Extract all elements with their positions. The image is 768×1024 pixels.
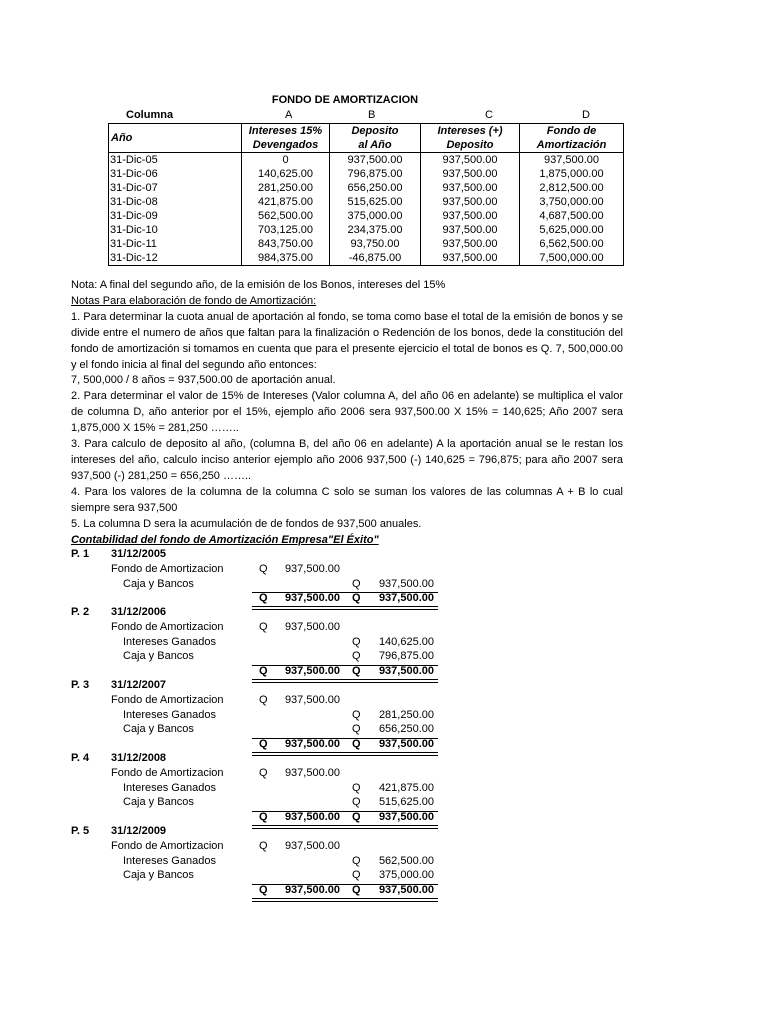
- table-row: 31-Dic-11 843,750.00 93,750.00 937,500.00 6,562,500.00: [109, 237, 624, 251]
- column-letters-row: [108, 109, 624, 123]
- debit-amount: 937,500.00: [284, 694, 340, 706]
- credit-account: Intereses Ganados: [123, 781, 216, 794]
- table-row: 31-Dic-05 0 937,500.00 937,500.00 937,500.00: [109, 153, 624, 168]
- credit-account: Caja y Bancos: [123, 796, 194, 808]
- table-row: 31-Dic-12 984,375.00 -46,875.00 937,500.00 7,500,000.00: [109, 251, 624, 266]
- entry-total: Q 937,500.00 Q 937,500.00: [71, 592, 451, 606]
- credit-account: Caja y Bancos: [123, 577, 194, 590]
- credit-account: Caja y Bancos: [123, 723, 194, 735]
- journal-entry: P. 2 31/12/2006 Fondo de Amortizacion Q 937,500.00 Intereses Ganados Q 140,625.00 Caja y Bancos Q 796,875.00 Q 937,500.00 Q 937,500.00: [71, 606, 451, 679]
- table-row: 31-Dic-10 703,125.00 234,375.00 937,500.00 5,625,000.00: [109, 223, 624, 237]
- header-c: Intereses (+) Deposito: [421, 124, 520, 153]
- credit-amount: 796,875.00: [378, 650, 434, 662]
- table-row: 31-Dic-06 140,625.00 796,875.00 937,500.00 1,875,000.00: [109, 167, 624, 181]
- journal-entry: P. 3 31/12/2007 Fondo de Amortizacion Q 937,500.00 Intereses Ganados Q 281,250.00 Caja y Bancos Q 656,250.00 Q 937,500.00 Q 937,500.00: [71, 679, 451, 752]
- entry-total: Q 937,500.00 Q 937,500.00: [71, 738, 451, 752]
- entry-total: Q 937,500.00 Q 937,500.00: [71, 884, 451, 898]
- debit-account: Fondo de Amortizacion: [111, 840, 224, 852]
- note-item: 1. Para determinar la cuota anual de aportación al fondo, se toma como base el total de la emisión de bonos y se divide entre el numero de años que faltan para la finalización o Redención de los bonos, dede la constitución del fondo de amortización si tomamos en cuenta que para el presente ejercicio el total de bonos es Q. 7, 500,000.00 y el fondo inicia al final del segundo año entonces:: [71, 310, 623, 371]
- column-label: Columna: [126, 109, 174, 121]
- debit-amount: 937,500.00: [284, 767, 340, 779]
- note-item: 7, 500,000 / 8 años = 937,500.00 de aportación anual.: [71, 374, 336, 387]
- header-year: Año: [109, 124, 242, 153]
- credit-amount: 562,500.00: [378, 854, 434, 867]
- entry-number: P. 2: [71, 606, 90, 618]
- notes-heading: Notas Para elaboración de fondo de Amortización:: [71, 294, 317, 307]
- debit-account: Fondo de Amortizacion: [111, 767, 224, 779]
- entry-date: 31/12/2009: [111, 825, 167, 837]
- credit-amount: 281,250.00: [378, 708, 434, 721]
- credit-account: Intereses Ganados: [123, 635, 216, 648]
- column-letter-c: C: [485, 109, 493, 121]
- entry-number: P. 1: [71, 548, 90, 560]
- entry-number: P. 5: [71, 825, 90, 837]
- column-letter-d: D: [582, 109, 590, 121]
- entry-total: Q 937,500.00 Q 937,500.00: [71, 811, 451, 825]
- credit-amount: 140,625.00: [378, 635, 434, 648]
- journal-entry: P. 5 31/12/2009 Fondo de Amortizacion Q 937,500.00 Intereses Ganados Q 562,500.00 Caja y Bancos Q 375,000.00 Q 937,500.00 Q 937,500.00: [71, 825, 451, 898]
- debit-amount: 937,500.00: [284, 840, 340, 852]
- column-letter-a: A: [285, 109, 293, 121]
- journal-entry: P. 4 31/12/2008 Fondo de Amortizacion Q 937,500.00 Intereses Ganados Q 421,875.00 Caja y Bancos Q 515,625.00 Q 937,500.00 Q 937,500.00: [71, 752, 451, 825]
- credit-amount: 937,500.00: [378, 577, 434, 590]
- note-item: 4. Para los valores de la columna de la columna C solo se suman los valores de las columnas A + B lo cual siempre sera 937,500: [71, 485, 623, 514]
- debit-account: Fondo de Amortizacion: [111, 694, 224, 706]
- debit-account: Fondo de Amortizacion: [111, 563, 224, 575]
- entry-date: 31/12/2006: [111, 606, 167, 618]
- header-b: Deposito al Año: [330, 124, 421, 153]
- amortization-table: [108, 123, 624, 266]
- note-item: 2. Para determinar el valor de 15% de Intereses (Valor columna A, del año 06 en adelante) se multiplica el valor de columna D, año anterior por el 15%, ejemplo año 2006 sera 937,500.00 X 15% = 140,625; Año 2007 sera 1,875,000 X 15% = 281,250 ……..: [71, 390, 623, 435]
- credit-account: Caja y Bancos: [123, 650, 194, 662]
- entry-date: 31/12/2007: [111, 679, 167, 691]
- entry-total: Q 937,500.00 Q 937,500.00: [71, 665, 451, 679]
- entry-number: P. 4: [71, 752, 90, 764]
- column-letter-b: B: [368, 109, 376, 121]
- entry-date: 31/12/2008: [111, 752, 167, 764]
- credit-account: Caja y Bancos: [123, 869, 194, 881]
- credit-amount: 515,625.00: [378, 796, 434, 808]
- credit-amount: 375,000.00: [378, 869, 434, 881]
- note-item: 5. La columna D sera la acumulación de de fondos de 937,500 anuales.: [71, 517, 422, 530]
- table-row: 31-Dic-07 281,250.00 656,250.00 937,500.00 2,812,500.00: [109, 181, 624, 195]
- nota-line: Nota: A final del segundo año, de la emisión de los Bonos, intereses del 15%: [71, 279, 446, 291]
- entry-number: P. 3: [71, 679, 90, 691]
- debit-amount: 937,500.00: [284, 563, 340, 575]
- credit-amount: 656,250.00: [378, 723, 434, 735]
- header-d: Fondo de Amortización: [520, 124, 624, 153]
- document-title: FONDO DE AMORTIZACION: [271, 94, 419, 106]
- credit-amount: 421,875.00: [378, 781, 434, 794]
- credit-account: Intereses Ganados: [123, 708, 216, 721]
- table-header-row: [109, 124, 624, 153]
- accounting-title: Contabilidad del fondo de Amortización Empresa"El Éxito": [71, 534, 379, 546]
- journal-entry: P. 1 31/12/2005 Fondo de Amortizacion Q 937,500.00 Caja y Bancos Q 937,500.00 Q 937,500.00 Q 937,500.00: [71, 548, 451, 606]
- header-a: Intereses 15% Devengados: [242, 124, 330, 153]
- note-item: 3. Para calculo de deposito al año, (columna B, del año 06 en adelante) A la aportación anual se le restan los intereses del año, calculo inciso anterior ejemplo año 2006 937,500 (-) 140,625 = 796,875; para año 2007 sera 937,500 (-) 281,250 = 656,250 ……..: [71, 438, 623, 482]
- table-row: 31-Dic-08 421,875.00 515,625.00 937,500.00 3,750,000.00: [109, 195, 624, 209]
- debit-amount: 937,500.00: [284, 621, 340, 633]
- debit-account: Fondo de Amortizacion: [111, 621, 224, 633]
- notes-section: [71, 278, 623, 533]
- entry-date: 31/12/2005: [111, 548, 167, 560]
- credit-account: Intereses Ganados: [123, 854, 216, 867]
- table-row: 31-Dic-09 562,500.00 375,000.00 937,500.00 4,687,500.00: [109, 209, 624, 223]
